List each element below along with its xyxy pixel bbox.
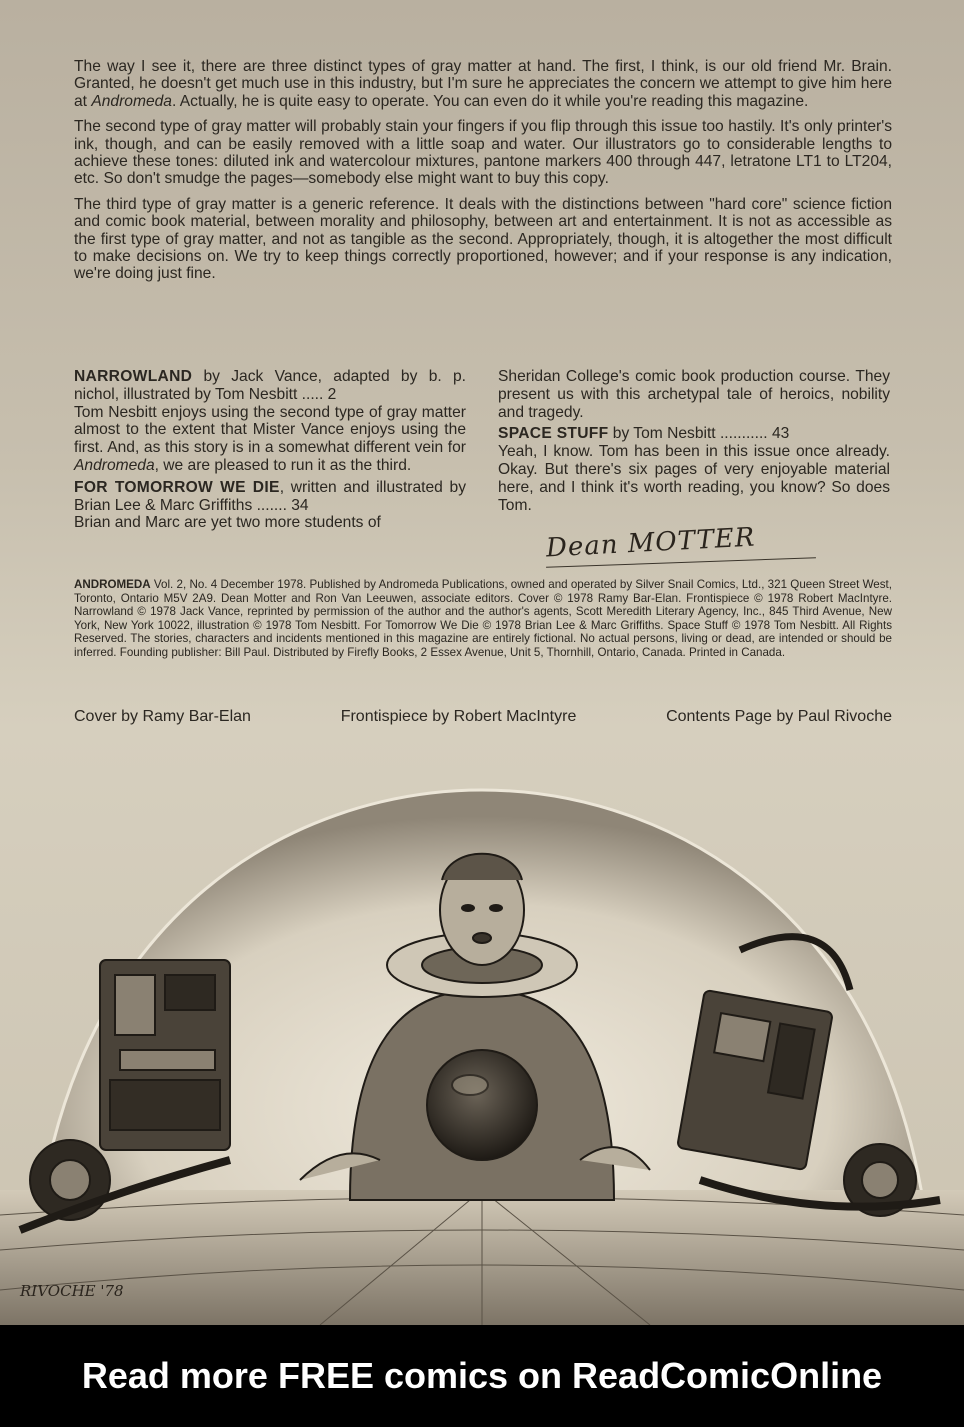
contents-entry-for-tomorrow-we-die: FOR TOMORROW WE DIE, written and illustrated by Brian Lee & Marc Griffiths ....... 34 Brian and Marc are yet two more students of — [74, 478, 466, 532]
control-orb — [427, 1050, 537, 1160]
contents-column-right — [498, 368, 890, 518]
page-number: 34 — [291, 496, 309, 514]
contents-illustration — [0, 760, 964, 1325]
contents-entry-space-stuff: SPACE STUFF by Tom Nesbitt ........... 43 Yeah, I know. Tom has been in this issue once already. Okay. But there's six pages of very enjoyable material here, and I think it's worth reading, you know? So does Tom. — [498, 425, 890, 514]
editor-signature: Dean MOTTER — [545, 522, 757, 564]
contents-entry-narrowland: NARROWLAND by Jack Vance, adapted by b. p. nichol, illustrated by Tom Nesbitt ..... 2 Tom Nesbitt enjoys using the second type of gray matter almost to the extent that Mister Vance enjoys using the first. And, as this story is in a somewhat different vein for Andromeda, we are pleased to run it as the third. — [74, 368, 466, 474]
page-number: 2 — [327, 385, 337, 403]
intro-paragraph-1: The way I see it, there are three distinct types of gray matter at hand. The first, I think, is our old friend Mr. Brain. Granted, he doesn't get much use in this industry, but I'm sure he appreciates the concern we attempt to give him here at Andromeda. Actually, he is quite easy to operate. You can even do it while you're reading this magazine. — [74, 58, 892, 110]
contents-column-left — [74, 368, 466, 536]
artist-signature: RIVOCHE '78 — [20, 1282, 124, 1300]
contents-page-credit: Contents Page by Paul Rivoche — [666, 708, 892, 725]
contents-entry-continuation: Sheridan College's comic book production course. They present us with this archetypal tale of heroics, nobility and tragedy. — [498, 368, 890, 421]
promo-banner[interactable]: Read more FREE comics on ReadComicOnline — [0, 1325, 964, 1427]
art-credits — [74, 708, 892, 726]
frontispiece-credit: Frontispiece by Robert MacIntyre — [340, 708, 577, 725]
intro-paragraph-3: The third type of gray matter is a generic reference. It deals with the distinctions between "hard core" science fiction and comic book material, between morality and philosophy, between art and entertainment. It is not as accessible as the first type of gray matter, and not as tangible as the second. Appropriately, though, it is altogether the most difficult to make decisions on. We try to keep things correctly proportioned, however; and if your response is any indication, we're doing just fine. — [74, 195, 892, 283]
page-number: 43 — [771, 425, 790, 443]
cover-credit: Cover by Ramy Bar-Elan — [74, 708, 251, 725]
intro-paragraph-2: The second type of gray matter will probably stain your fingers if you flip through this issue too hastily. It's only printer's ink, though, and can be easily removed with a little soap and water. Our illustrators go to considerable lengths to achieve these tones: diluted ink and watercolour mixtures, pantone markers 400 through 447, letratone LT1 to LT204, etc. So don't smudge the pages—somebody else might want to buy this copy. — [74, 118, 892, 188]
publication-credits: ANDROMEDA Vol. 2, No. 4 December 1978. Published by Andromeda Publications, owned and operated by Silver Snail Comics, Ltd., 321 Queen Street West, Toronto, Ontario M5V 2A9. Dean Motter and Ron Van Leeuwen, associate editors. Cover © 1978 Ramy Bar-Elan. Frontispiece © 1978 Robert MacIntyre. Narrowland © 1978 Jack Vance, reprinted by permission of the author and the author's agents, Scott Meredith Literary Agency, Inc., 845 Third Avenue, New York, New York 10022, illustration © 1978 Tom Nesbitt. For Tomorrow We Die © 1978 Brian Lee & Marc Griffiths. Space Stuff © 1978 Tom Nesbitt. All Rights Reserved. The stories, characters and incidents mentioned in this magazine are entirely fictional. No actual persons, living or dead, are intended or should be inferred. Founding publisher: Bill Paul. Distributed by Firefly Books, 2 Essex Avenue, Unit 5, Thornhill, Ontario, Canada. Printed in Canada. — [74, 578, 892, 659]
editorial-intro — [74, 58, 892, 291]
